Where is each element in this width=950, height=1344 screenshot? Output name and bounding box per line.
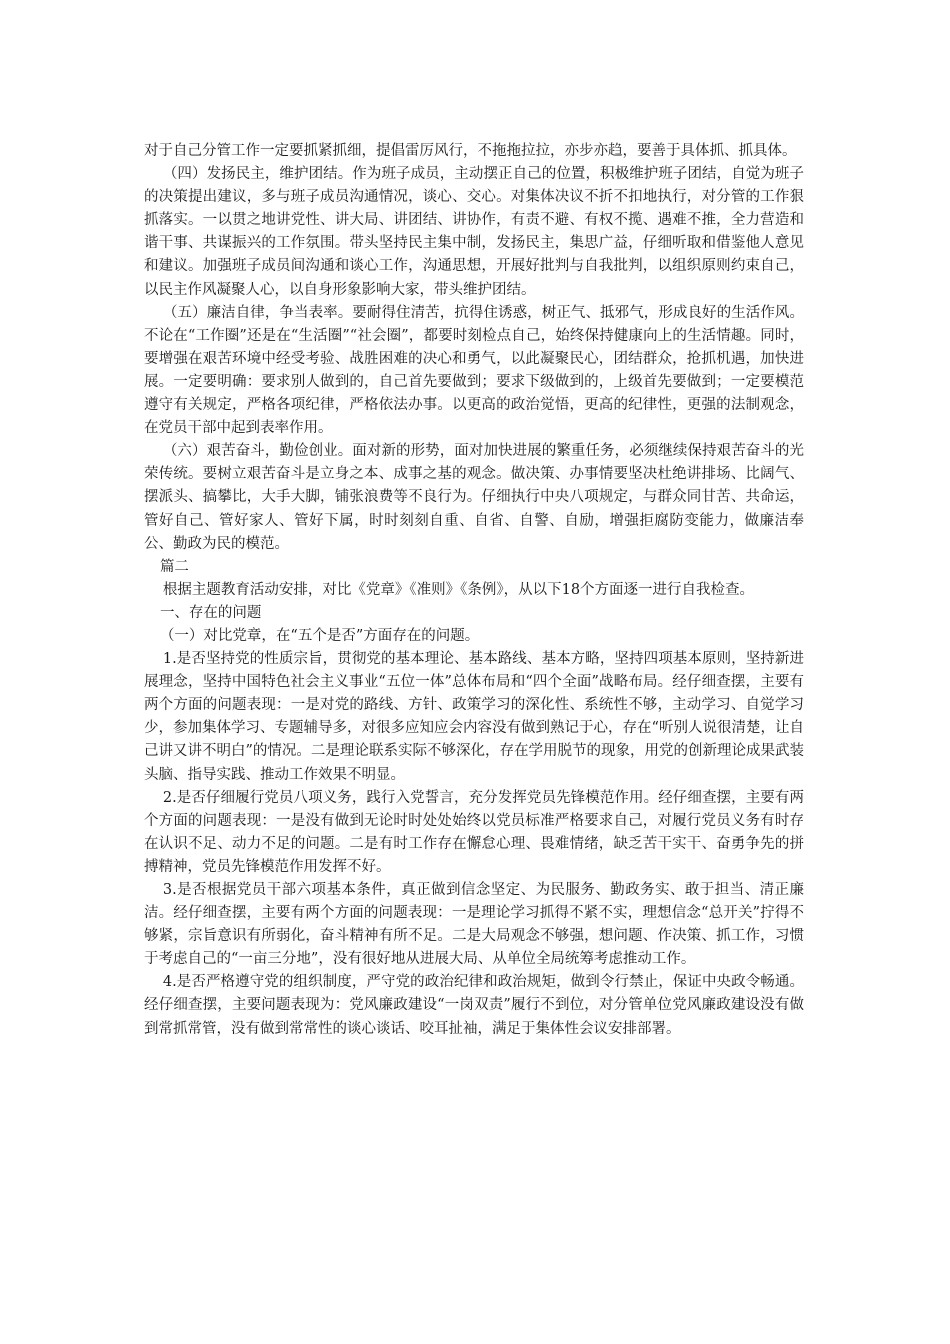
paragraph-continuation: 对于自己分管工作一定要抓紧抓细，提倡雷厉风行，不拖拖拉拉，亦步亦趋，要善于具体抓、抓具体。 xyxy=(144,143,797,159)
paragraph-section-four: （四）发扬民主，维护团结。作为班子成员，主动摆正自己的位置，积极维护班子团结，自觉为班子的决策提出建议，多与班子成员沟通情况，谈心、交心。对集体决议不折不扣地执行，对分管的工作狠抓落实。一以贯之地讲党性、讲大局、讲团结、讲协作，有责不避、有权不揽、遇难不推，全力营造和谐干事、共谋振兴的工作氛围。带头坚持民主集中制，发扬民主，集思广益，仔细听取和借鉴他人意见和建议。加强班子成员间沟通和谈心工作，沟通思想，开展好批判与自我批判，以组织原则约束自己，以民主作风凝聚人心，以自身形象影响大家，带头维护团结。 xyxy=(144,166,804,298)
section-heading-problems: 一、存在的问题 xyxy=(159,604,262,621)
paragraph-section-five: （五）廉洁自律，争当表率。要耐得住清苦，抗得住诱惑，树正气、抵邪气，形成良好的生活作风。不论在“工作圈”还是在“生活圈”“社会圈”，都要时刻检点自己，始终保持健康向上的生活情趣。同时，要增强在艰苦环境中经受考验、战胜困难的决心和勇气，以此凝聚民心，团结群众，抢抓机遇，加快进展。一定要明确：要求别人做到的，自己首先要做到；要求下级做到的，上级首先要做到；一定要模范遵守有关规定，严格各项纪律，严格依法办事。以更高的政治觉悟，更高的纪律性，更强的法制观念，在党员干部中起到表率作用。 xyxy=(144,304,804,437)
paragraph-item-4: 4.是否严格遵守党的组织制度，严守党的政治纪律和政治规矩，做到令行禁止，保证中央政令畅通。经仔细查摆，主要问题表现为：党风廉政建设“一岗双责”履行不到位，对分管单位党风廉政建设没有做到常抓常管，没有做到常常性的谈心谈话、咬耳扯袖，满足于集体性会议安排部署。 xyxy=(144,974,804,1037)
document-body xyxy=(144,140,804,1041)
paragraph-item-2: 2.是否仔细履行党员八项义务，践行入党誓言，充分发挥党员先锋模范作用。经仔细查摆，主要有两个方面的问题表现：一是没有做到无论时时处处始终以党员标准严格要求自己，对履行党员义务有时存在认识不足、动力不足的问题。二是有时工作存在懈怠心理、畏难情绪，缺乏苦干实干、奋勇争先的拼搏精神，党员先锋模范作用发挥不好。 xyxy=(144,789,804,875)
paragraph-item-1: 1.是否坚持党的性质宗旨，贯彻党的基本理论、基本路线、基本方略，坚持四项基本原则，坚持新进展理念，坚持中国特色社会主义事业“五位一体”总体布局和“四个全面”战略布局。经仔细查摆，主要有两个方面的问题表现：一是对党的路线、方针、政策学习的深化性、系统性不够，主动学习、自觉学习少，参加集体学习、专题辅导多，对很多应知应会内容没有做到熟记于心，存在“听别人说很清楚，让自己讲又讲不明白”的情况。二是理论联系实际不够深化，存在学用脱节的现象，用党的创新理论成果武装头脑、指导实践、推动工作效果不明显。 xyxy=(144,651,804,783)
subsection-heading-party-charter: （一）对比党章，在“五个是否”方面存在的问题。 xyxy=(159,627,480,644)
paragraph-section-six: （六）艰苦奋斗，勤俭创业。面对新的形势，面对加快进展的繁重任务，必须继续保持艰苦奋斗的光荣传统。要树立艰苦奋斗是立身之本、成事之基的观念。做决策、办事情要坚决杜绝讲排场、比阔气、摆派头、搞攀比，大手大脚，铺张浪费等不良行为。仔细执行中央八项规定，与群众同甘苦、共命运，管好自己、管好家人、管好下属，时时刻刻自重、自省、自警、自励，增强拒腐防变能力，做廉洁奉公、勤政为民的模范。 xyxy=(144,443,804,552)
paragraph-intro: 根据主题教育活动安排，对比《党章》《准则》《条例》，从以下18个方面逐一进行自我检查。 xyxy=(162,581,755,598)
paragraph-item-3: 3.是否根据党员干部六项基本条件，真正做到信念坚定、为民服务、勤政务实、敢于担当、清正廉洁。经仔细查摆，主要有两个方面的问题表现：一是理论学习抓得不紧不实，理想信念“总开关”拧得不够紧，宗旨意识有所弱化，奋斗精神有所不足。二是大局观念不够强，想问题、作决策、抓工作，习惯于考虑自己的“一亩三分地”，没有很好地从进展大局、从单位全局统筹考虑推动工作。 xyxy=(144,882,804,968)
part-two-heading: 篇二 xyxy=(159,558,189,575)
